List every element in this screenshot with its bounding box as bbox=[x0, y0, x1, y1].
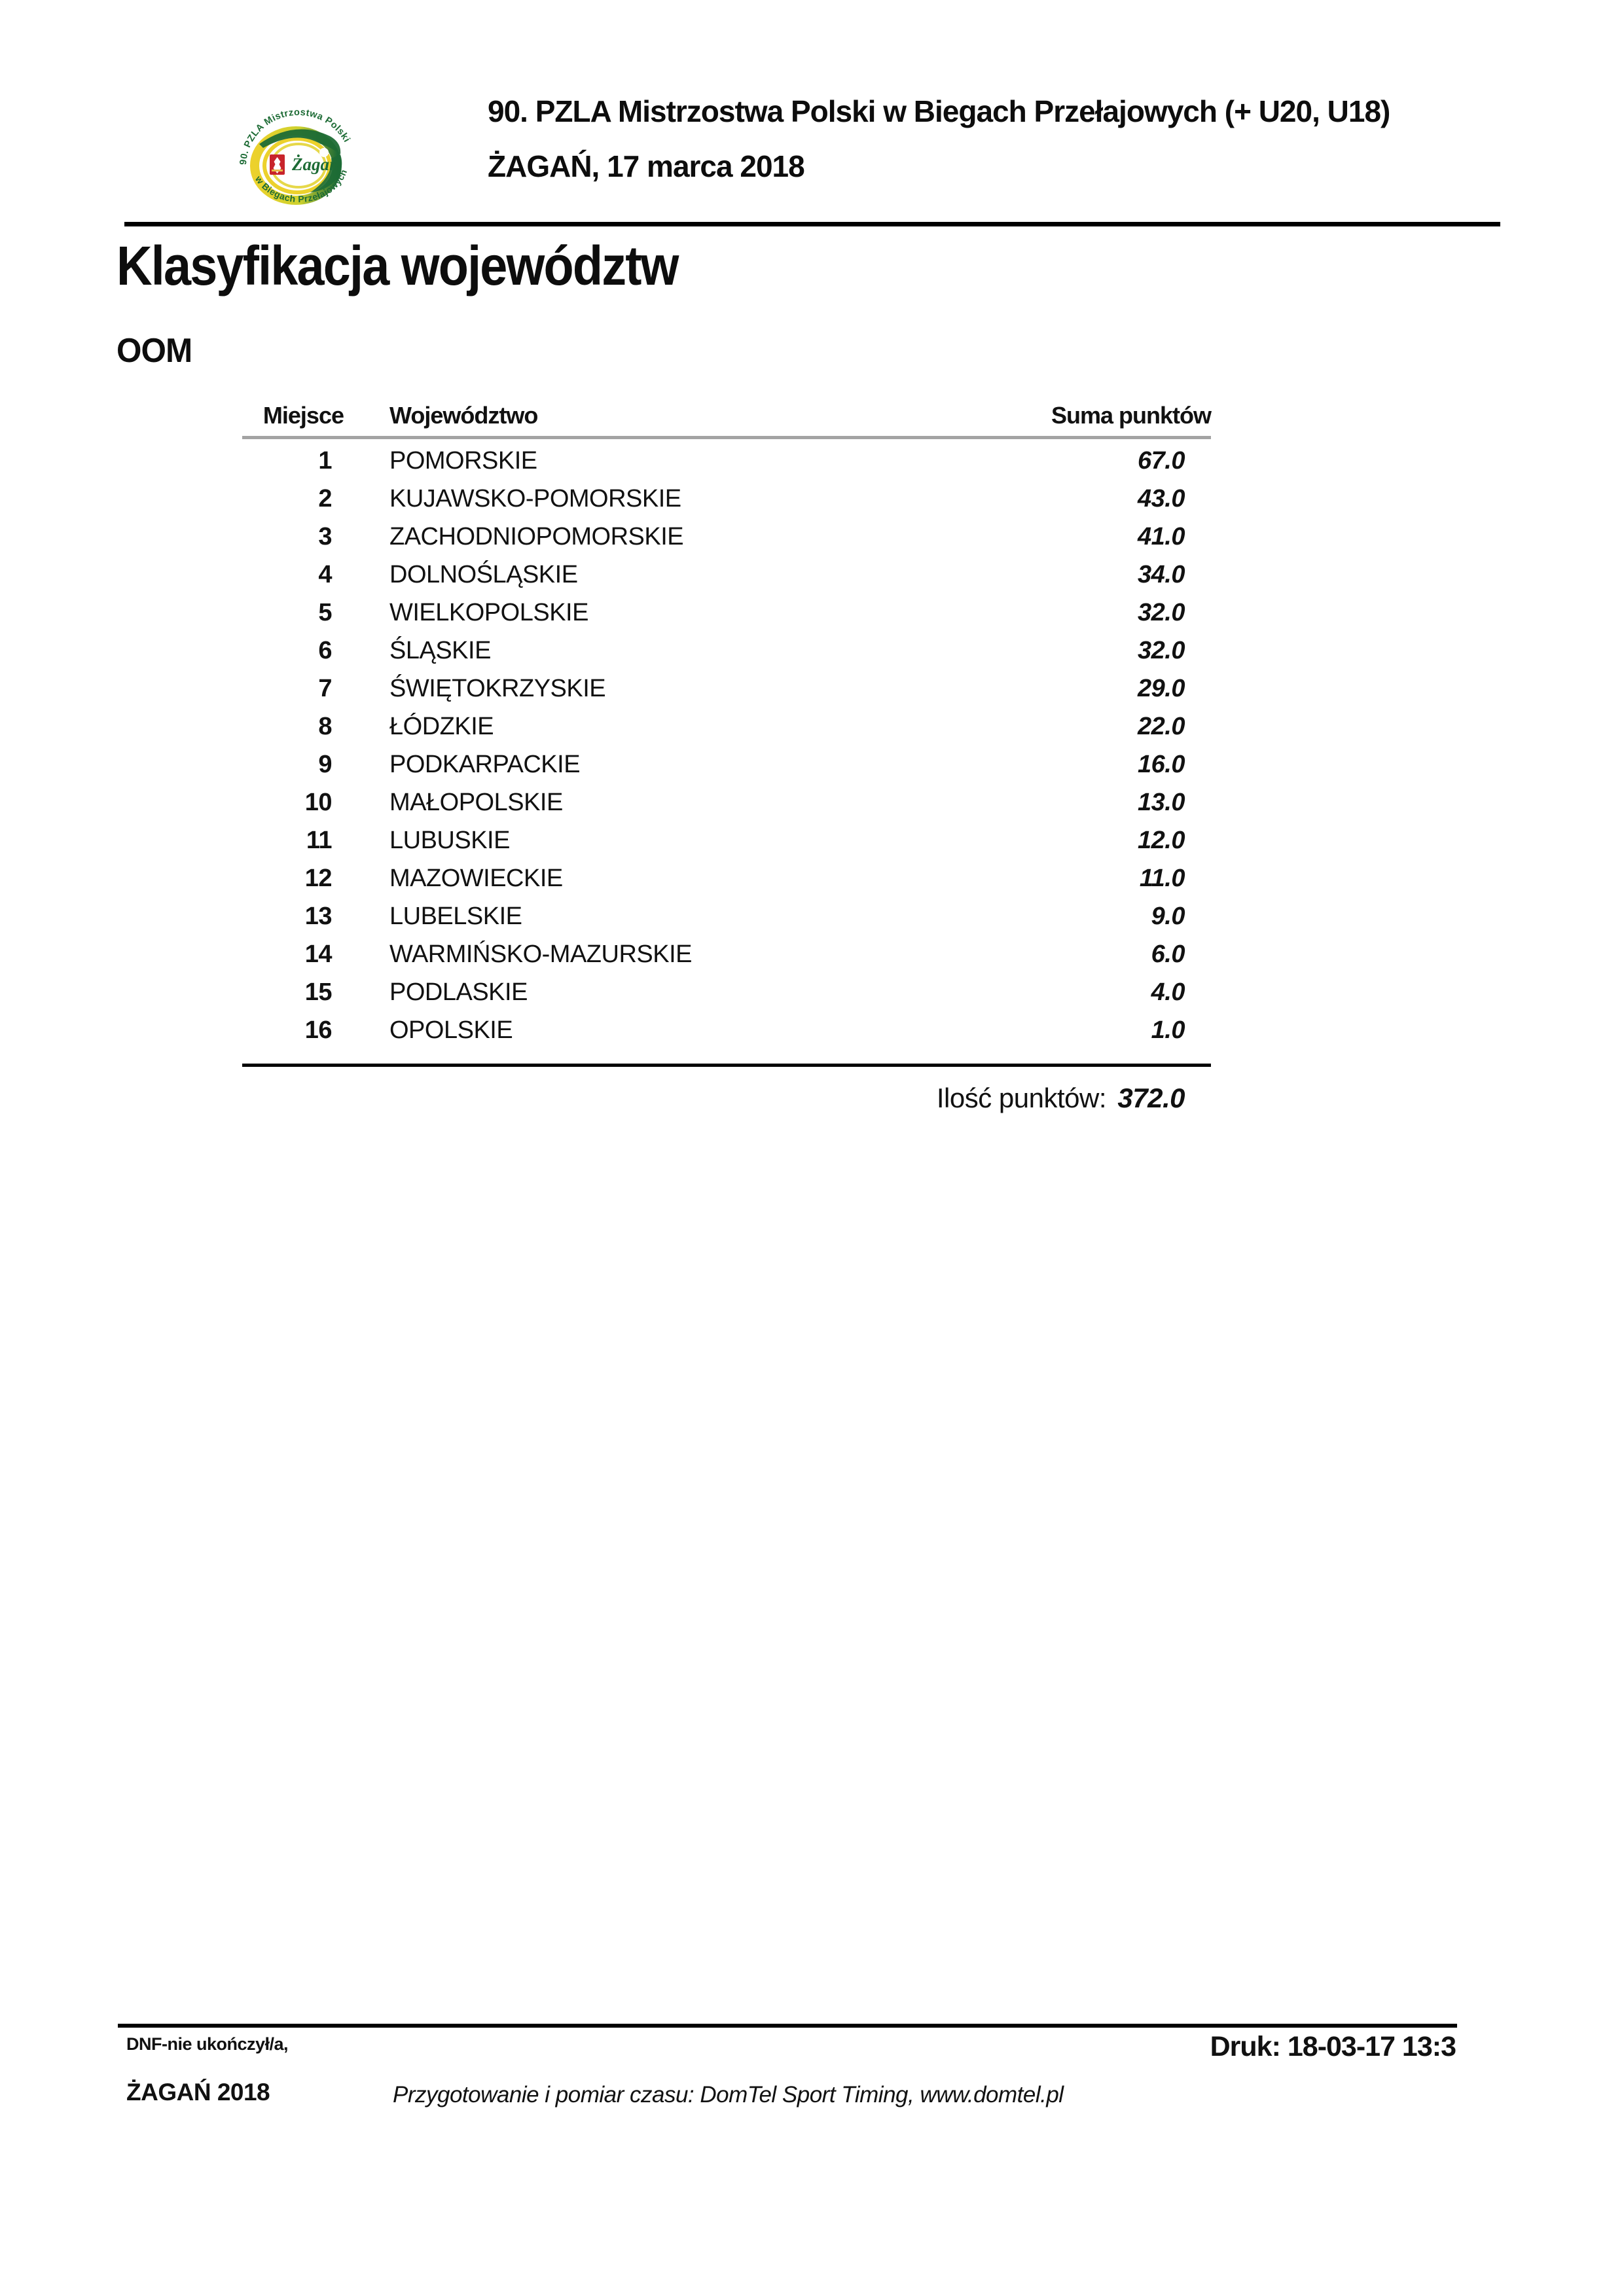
cell-voivodeship: KUJAWSKO-POMORSKIE bbox=[389, 484, 681, 512]
table-row bbox=[242, 442, 1211, 480]
table-row bbox=[242, 670, 1211, 708]
cell-voivodeship: DOLNOŚLĄSKIE bbox=[389, 560, 578, 588]
section-title: OOM bbox=[117, 332, 192, 370]
table-row bbox=[242, 556, 1211, 594]
footer-event-label: ŻAGAŃ 2018 bbox=[126, 2079, 270, 2106]
cell-place: 5 bbox=[318, 598, 332, 626]
table-bottom-divider bbox=[242, 1064, 1211, 1067]
cell-place: 2 bbox=[318, 484, 332, 512]
table-row bbox=[242, 935, 1211, 973]
cell-place: 15 bbox=[304, 978, 332, 1006]
cell-points: 13.0 bbox=[1138, 788, 1185, 816]
cell-place: 14 bbox=[304, 940, 332, 968]
table-row bbox=[242, 594, 1211, 632]
cell-place: 4 bbox=[318, 560, 332, 588]
footer-divider bbox=[118, 2024, 1457, 2028]
cell-points: 29.0 bbox=[1138, 674, 1185, 702]
logo-city-emblem bbox=[270, 154, 285, 175]
cell-points: 6.0 bbox=[1151, 940, 1185, 968]
table-row bbox=[242, 821, 1211, 859]
points-summary-row bbox=[242, 1083, 1211, 1114]
event-title: 90. PZLA Mistrzostwa Polski w Biegach Przełajowych (+ U20, U18) bbox=[488, 94, 1390, 128]
header-divider bbox=[124, 222, 1500, 226]
column-header-points: Suma punktów bbox=[1051, 402, 1211, 429]
table-row bbox=[242, 973, 1211, 1011]
logo-arc-top-text: 90. PZLA Mistrzostwa Polski bbox=[238, 107, 352, 166]
cell-voivodeship: LUBUSKIE bbox=[389, 826, 510, 854]
cell-points: 67.0 bbox=[1138, 446, 1185, 475]
cell-place: 3 bbox=[318, 522, 332, 550]
cell-voivodeship: POMORSKIE bbox=[389, 446, 537, 475]
cell-place: 9 bbox=[318, 750, 332, 778]
cell-voivodeship: PODLASKIE bbox=[389, 978, 528, 1006]
table-row bbox=[242, 708, 1211, 745]
cell-points: 32.0 bbox=[1138, 636, 1185, 664]
cell-points: 1.0 bbox=[1151, 1016, 1185, 1044]
table-row bbox=[242, 783, 1211, 821]
column-header-voivodeship: Województwo bbox=[389, 402, 538, 429]
cell-points: 12.0 bbox=[1138, 826, 1185, 854]
cell-points: 11.0 bbox=[1139, 864, 1185, 892]
cell-place: 13 bbox=[304, 902, 332, 930]
logo-center-text: Żagań bbox=[291, 154, 340, 174]
cell-voivodeship: ŚWIĘTOKRZYSKIE bbox=[389, 674, 606, 702]
table-body bbox=[242, 442, 1211, 1049]
cell-points: 4.0 bbox=[1151, 978, 1185, 1006]
table-header-row bbox=[242, 402, 1211, 439]
event-logo bbox=[237, 102, 359, 220]
cell-voivodeship: WIELKOPOLSKIE bbox=[389, 598, 588, 626]
print-stamp: Druk: 18-03-17 13:3 bbox=[1210, 2031, 1456, 2062]
timing-credit: Przygotowanie i pomiar czasu: DomTel Sport Timing, www.domtel.pl bbox=[393, 2082, 1064, 2108]
points-summary-label: Ilość punktów: bbox=[936, 1083, 1106, 1113]
cell-voivodeship: ZACHODNIOPOMORSKIE bbox=[389, 522, 684, 550]
cell-points: 16.0 bbox=[1138, 750, 1185, 778]
cell-voivodeship: ŁÓDZKIE bbox=[389, 712, 494, 740]
cell-place: 12 bbox=[304, 864, 332, 892]
event-header bbox=[488, 93, 1390, 185]
cell-place: 7 bbox=[318, 674, 332, 702]
cell-voivodeship: OPOLSKIE bbox=[389, 1016, 513, 1044]
table-row bbox=[242, 518, 1211, 556]
event-date-location: ŻAGAŃ, 17 marca 2018 bbox=[488, 149, 804, 183]
table-row bbox=[242, 480, 1211, 518]
page-title: Klasyfikacja województw bbox=[117, 235, 678, 296]
classification-table bbox=[242, 402, 1211, 1114]
cell-points: 32.0 bbox=[1138, 598, 1185, 626]
cell-place: 8 bbox=[318, 712, 332, 740]
cell-voivodeship: LUBELSKIE bbox=[389, 902, 522, 930]
cell-points: 43.0 bbox=[1138, 484, 1185, 512]
table-row bbox=[242, 897, 1211, 935]
cell-points: 34.0 bbox=[1138, 560, 1185, 588]
event-logo-graphic bbox=[237, 102, 359, 220]
cell-points: 22.0 bbox=[1138, 712, 1185, 740]
table-row bbox=[242, 1011, 1211, 1049]
cell-voivodeship: MAZOWIECKIE bbox=[389, 864, 563, 892]
table-row bbox=[242, 745, 1211, 783]
table-row bbox=[242, 859, 1211, 897]
cell-place: 16 bbox=[304, 1016, 332, 1044]
table-row bbox=[242, 632, 1211, 670]
cell-voivodeship: ŚLĄSKIE bbox=[389, 636, 491, 664]
cell-place: 10 bbox=[304, 788, 332, 816]
cell-place: 1 bbox=[318, 446, 332, 475]
cell-points: 9.0 bbox=[1151, 902, 1185, 930]
cell-voivodeship: MAŁOPOLSKIE bbox=[389, 788, 563, 816]
cell-voivodeship: WARMIŃSKO-MAZURSKIE bbox=[389, 940, 692, 968]
cell-voivodeship: PODKARPACKIE bbox=[389, 750, 581, 778]
cell-points: 41.0 bbox=[1138, 522, 1185, 550]
cell-place: 6 bbox=[318, 636, 332, 664]
dnf-note: DNF-nie ukończył/a, bbox=[126, 2034, 289, 2054]
logo-arc-bottom-text: w Biegach Przełajowych bbox=[253, 168, 350, 205]
cell-place: 11 bbox=[306, 826, 332, 854]
points-summary-value: 372.0 bbox=[1117, 1083, 1185, 1113]
column-header-place: Miejsce bbox=[262, 402, 344, 429]
